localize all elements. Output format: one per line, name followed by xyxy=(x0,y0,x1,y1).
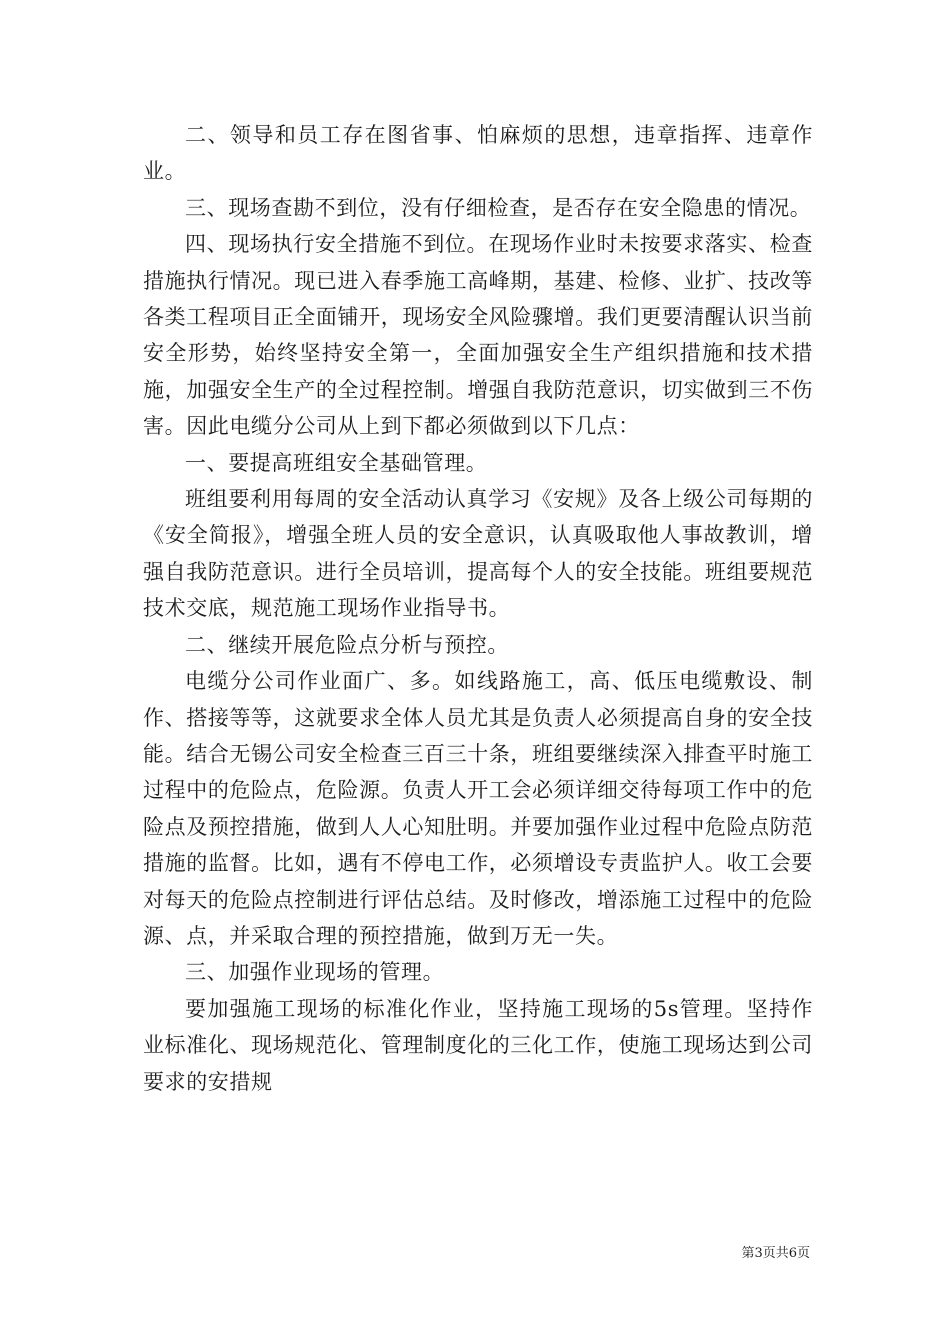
section-heading: 三、加强作业现场的管理。 xyxy=(185,960,445,985)
paragraph: 班组要利用每周的安全活动认真学习《安规》及各上级公司每期的《安全简报》，增强全班人员的安全意识，认真吸取他人事故教训，增强自我防范意识。进行全员培训，提高每个人的安全技能。班组要规范技术交底，规范施工现场作业指导书。 xyxy=(143,487,813,621)
section-heading: 一、要提高班组安全基础管理。 xyxy=(185,450,488,475)
section-heading: 二、继续开展危险点分析与预控。 xyxy=(185,632,509,657)
paragraph: 二、领导和员工存在图省事、怕麻烦的思想，违章指挥、违章作业。 xyxy=(143,123,813,184)
paragraph: 四、现场执行安全措施不到位。在现场作业时未按要求落实、检查措施执行情况。现已进入春季施工高峰期，基建、检修、业扩、技改等各类工程项目正全面铺开，现场安全风险骤增。我们更要清醒认识当前安全形势，始终坚持安全第一，全面加强安全生产组织措施和技术措施，加强安全生产的全过程控制。增强自我防范意识，切实做到三不伤害。因此电缆分公司从上到下都必须做到以下几点： xyxy=(143,232,813,439)
paragraph: 三、现场查勘不到位，没有仔细检查，是否存在安全隐患的情况。 xyxy=(185,195,812,220)
paragraph: 要加强施工现场的标准化作业，坚持施工现场的5s管理。坚持作业标准化、现场规范化、管理制度化的三化工作，使施工现场达到公司要求的安措规 xyxy=(143,996,813,1094)
page-number: 第3页共6页 xyxy=(741,1246,810,1261)
document-body xyxy=(143,117,813,1100)
paragraph: 电缆分公司作业面广、多。如线路施工，高、低压电缆敷设、制作、搭接等等，这就要求全体人员尤其是负责人必须提高自身的安全技能。结合无锡公司安全检查三百三十条，班组要继续深入排查平时施工过程中的危险点，危险源。负责人开工会必须详细交待每项工作中的危险点及预控措施，做到人人心知肚明。并要加强作业过程中危险点防范措施的监督。比如，遇有不停电工作，必须增设专责监护人。收工会要对每天的危险点控制进行评估总结。及时修改，增添施工过程中的危险源、点，并采取合理的预控措施，做到万无一失。 xyxy=(143,669,813,948)
